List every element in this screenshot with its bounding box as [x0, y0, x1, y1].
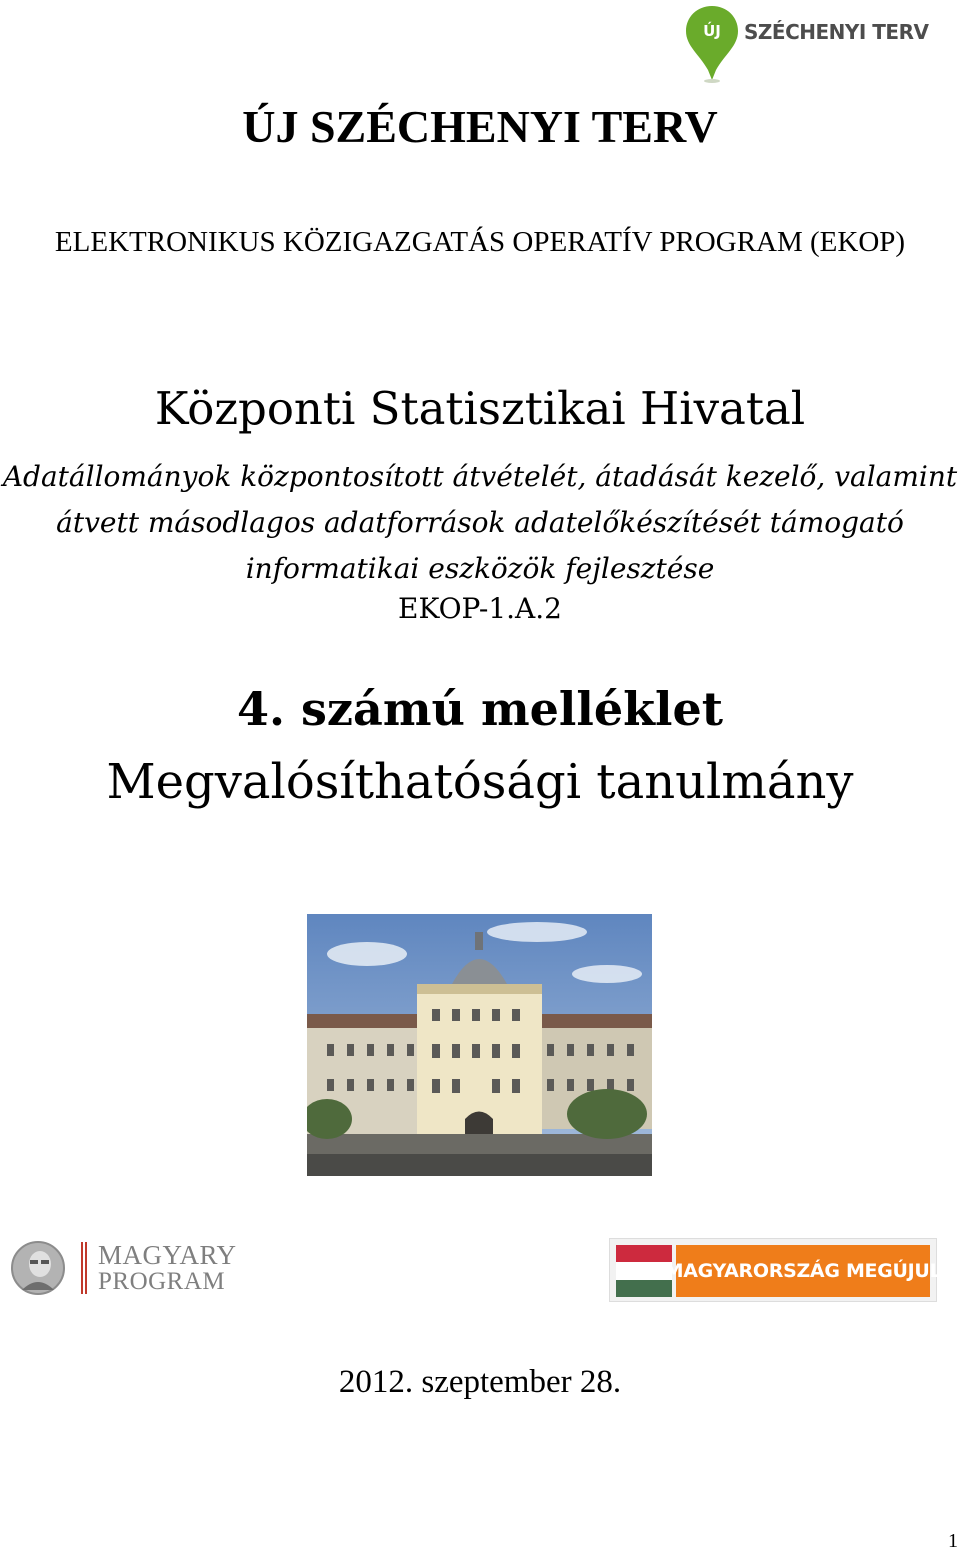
project-description-line: átvett másodlagos adatforrások adatelőkészítését támogató [56, 506, 904, 539]
document-date: 2012. szeptember 28. [338, 1364, 622, 1400]
building-photo [307, 914, 652, 1176]
project-code: EKOP-1.A.2 [398, 592, 562, 625]
annex-title: 4. számú melléklet [236, 682, 723, 736]
document-type: Megvalósíthatósági tanulmány [106, 754, 854, 810]
logo-wordmark: SZÉCHENYI TERV [744, 20, 929, 44]
portrait-icon [10, 1240, 66, 1296]
page-number: 1 [948, 1530, 958, 1552]
magyary-logo-line2: PROGRAM [98, 1268, 226, 1295]
project-description [0, 454, 960, 592]
mm-logo-text: MAGYARORSZÁG MEGÚJUL [664, 1260, 942, 1282]
logo-divider [81, 1242, 87, 1294]
organization-name: Központi Statisztikai Hivatal [154, 382, 806, 435]
magyary-logo-line1: MAGYARY [98, 1240, 237, 1270]
location-pin-icon [684, 4, 740, 84]
mm-logo-bar [664, 1245, 942, 1297]
uj-szechenyi-terv-logo [684, 4, 946, 84]
magyarorszag-megujul-logo [609, 1238, 942, 1302]
project-description-line: informatikai eszközök fejlesztése [245, 552, 715, 585]
hungarian-flag-icon [616, 1245, 672, 1297]
project-description-line: Adatállományok központosított átvételét, átadását kezelő, valamint [2, 460, 958, 493]
program-name: ELEKTRONIKUS KÖZIGAZGATÁS OPERATÍV PROGRAM (EKOP) [54, 226, 906, 258]
main-title: ÚJ SZÉCHENYI TERV [242, 101, 718, 152]
magyary-program-logo [10, 1238, 237, 1298]
logo-badge-text: ÚJ [703, 22, 721, 40]
